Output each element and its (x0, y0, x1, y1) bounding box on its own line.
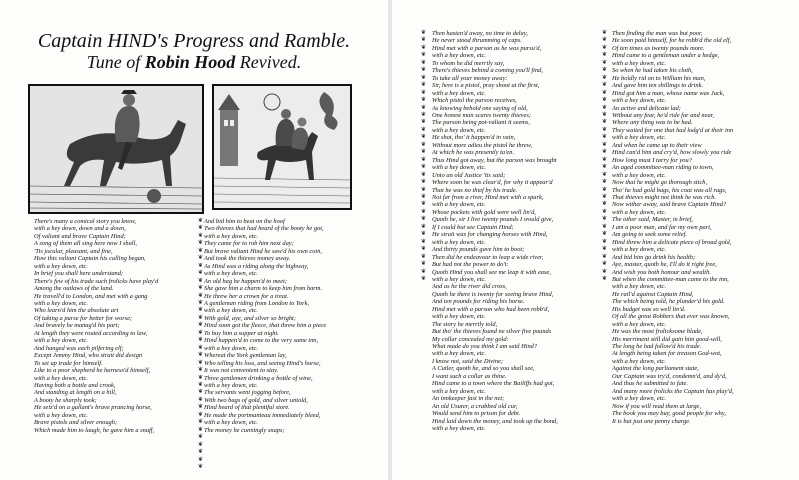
verse-line: Hind met with a parson who had been robb'd, (432, 305, 550, 313)
verse-line: with a hey down, etc. (204, 344, 258, 352)
verse-line: His merriment still did gain him good-will, (612, 335, 722, 343)
verse-line: with a hey down, etc. (432, 89, 486, 97)
verse-line: I want such a collar as thine. (432, 372, 507, 380)
verse-line: There's many a comical story you know, (34, 218, 136, 225)
verse-line: Quoth he there is twenty for seeing brave Hind, (432, 290, 554, 298)
verse-line: They came for to rob him next day; (204, 240, 294, 248)
woodcut-highwayman-image (28, 84, 204, 214)
verse-line: Of all the great Robbers that ever was known, (612, 313, 730, 321)
verse-line: An active and delicate lad; (612, 104, 681, 112)
verse-line: Against the long parliament state, (612, 365, 699, 373)
woodcut-riders-image (212, 84, 352, 210)
verse-line: Having both a bottle and crook, (34, 381, 116, 389)
verse-line: Hind got him a man, whose name was Jack, (612, 89, 725, 97)
verse-line: Then did he endeavour to leap a wide river, (432, 253, 544, 261)
verse-line: Would send him to prison for debt. (432, 410, 521, 418)
verse-line: And gave him ten shillings to drink. (612, 82, 704, 90)
verse-line: An aged committee-man riding to town, (612, 164, 714, 172)
verse-line: To set up trade for himself. (34, 359, 103, 367)
verse-line: There's few of his trade such frolicks have play'd (34, 277, 159, 285)
verse-line: Whose pockets with gold were well lin'd, (432, 208, 536, 216)
verse-line: Then finding the man was but poor, (612, 30, 703, 37)
verse-line: Like to a poor shepherd he harness'd himself, (34, 367, 151, 375)
verse-line: Now that he might go thorough stich, (612, 179, 708, 187)
verse-line: with a hey down, etc. (34, 411, 88, 419)
verse-line: And many more frolicks the Captain has play'd, (612, 387, 734, 395)
verse-line: Whereat the York gentleman lay, (204, 352, 287, 360)
verse-line: Quoth he, sir I live twenty pounds I would give, (432, 216, 554, 224)
verse-line: Of taking a purse for better for worse; (34, 314, 133, 322)
verse-line: with a hey down, etc. (612, 357, 666, 365)
verse-line: And standing at length on a hill, (34, 389, 117, 397)
verse-line: And took the thieves money away. (204, 255, 291, 263)
verse-line: Unto an old Justice 'tis said; (432, 171, 506, 179)
verse-line: Hind came to a gentleman under a hedge, (612, 52, 720, 60)
verse-line: Hind soon got the fleece, that threw him a piece (204, 322, 327, 330)
verse-line: If I could but see Captain Hind; (432, 223, 514, 231)
verse-line: Not far from a river, Hind met with a spark, (432, 193, 544, 201)
verse-line: with a hey down, down and a down, (34, 225, 126, 233)
verse-line: with a hey down, etc. (432, 313, 486, 321)
verse-line: with a hey down, etc. (432, 164, 486, 172)
verse-line: And as he the river did cross, (432, 283, 507, 291)
verse-line: Am going to seek some relief. (612, 231, 688, 239)
verse-line: It was not convenient to stay. (204, 367, 279, 375)
verse-line: His budget was so well lin'd. (612, 305, 686, 313)
verse-line: A gentleman riding from London to York, (204, 299, 310, 307)
verse-line: with a hey down, etc. (612, 134, 666, 142)
verse-line: Hind threw him a delicate piece of broad gold, (612, 238, 732, 246)
verse-line: A Cutler, quoth he, and so you shall see, (432, 365, 535, 373)
verse-line: with a hey down, etc. (432, 425, 486, 433)
verse-line: To whom he did merrily say, (432, 59, 505, 67)
verse-line: Where soon he was clear'd, for why it appear'd (432, 179, 553, 187)
verse-line: 'Tis jocular, pleasant, and fine, (34, 247, 113, 255)
verse-line: He travell'd to London, and met with a gang (34, 292, 148, 300)
verse-line: He rail'd against Captain Hind, (612, 290, 694, 298)
verse-line: How long must I tarry for you? (612, 156, 692, 164)
verse-line: with a hey down, etc. (432, 201, 486, 209)
verse-line: In brief you shall here understand; (34, 270, 124, 278)
verse-line: The long he had follow'd his trade. (612, 343, 702, 351)
verse-line: He made the portmanteau immediately bleed, (204, 411, 321, 419)
verse-line: At length they were routed according to law, (34, 329, 148, 337)
verse-line: The servants went jogging before, (204, 389, 291, 397)
verse-line: An old hag he happen'd to meet; (204, 277, 288, 285)
verse-line: He soon paid himself, for he robb'd the old elf, (612, 37, 732, 45)
verse-line: How this valiant Captain his calling began, (34, 255, 146, 263)
verse-line: with a hey down, etc. (204, 232, 258, 240)
verse-line: Hind heard of that plentiful store. (204, 404, 290, 412)
left-page (0, 0, 388, 480)
verse-line: Where any thing was to be had. (612, 119, 693, 127)
verse-line: And when he came up to their view (612, 141, 702, 149)
verse-line: I know not, said the Divine; (432, 357, 503, 365)
verse-line: I am a poor man, and far my own part, (612, 223, 712, 231)
verse-line: To buy him a supper at night. (204, 329, 279, 337)
verse-line: He never stood thrumming of caps. (432, 37, 522, 45)
verse-line: But tho' the thieves found ne silver five pounds (432, 328, 552, 336)
verse-line: But brave valiant Hind he saw'd his own coin, (204, 247, 322, 255)
verse-line: with a hey down, etc. (204, 307, 258, 315)
verse-line: Without more adieu the pistol he threw, (432, 141, 533, 149)
verse-line: But when the committee-man came to the inn, (612, 275, 729, 283)
verse-line: Then hasten'd away, no time to delay, (432, 30, 528, 37)
tune-prefix: Tune of (86, 52, 145, 72)
verse-line: Two thieves that had heard of the booty he got, (204, 225, 324, 233)
verse-line: with a hey down, etc. (612, 171, 666, 179)
verse-line: Which made him to laugh, he gave him a snuff, (34, 426, 155, 434)
tune-line (0, 52, 388, 73)
verse-line: Our Captain was try'd, condemn'd, and dy'd, (612, 372, 727, 380)
verse-line: She gave him a charm to keep him from harm. (204, 285, 322, 293)
verse-line: A song of them all sing here now I shall, (34, 240, 137, 248)
verse-line: At which he was presently ta'en. (432, 149, 515, 157)
verse-line: Hind came to a town where the Bailiffs had got, (432, 380, 555, 388)
verse-line: Now if you will read them at large, (612, 402, 701, 410)
verse-line: And wish you both honour and wealth. (612, 268, 711, 276)
tune-name: Robin Hood (144, 52, 236, 72)
verse-line: He shot, tho' it happen'd in vain, (432, 134, 516, 142)
verse-line: And bravely he manag'd his part; (34, 322, 120, 330)
verse-line: An innkeeper fast in the net; (432, 395, 505, 403)
verse-line: As Hind was a riding along the highway, (204, 262, 309, 270)
verse-line: Aye, master, quoth he, I'll do it right free, (612, 261, 717, 269)
verse-line: An old Usurer, a crabbed old cur, (432, 402, 518, 410)
verse-line: A booty he sharply took; (34, 396, 97, 404)
verse-line: With gold, aye, and silver so bright; (204, 314, 296, 322)
verse-line: with a hey down, etc. (34, 262, 88, 270)
verse-line: with a hey down, etc. (432, 387, 486, 395)
verse-line: with a hey down, etc. (34, 337, 88, 345)
verse-line: He seiz'd on a gallant's brave prancing horse, (34, 404, 152, 412)
verse-line: At length being taken for treason God-wot, (612, 350, 722, 358)
tune-suffix: Revived. (235, 52, 302, 72)
verse-line: But had not the power to do't: (432, 261, 509, 269)
verse-line: Sir, here is a pistol, pray shoot at the first, (432, 82, 540, 90)
verse-line: with a hey down, etc. (432, 350, 486, 358)
verse-line: The which being told, he plunder'd his gold. (612, 298, 725, 306)
verse-line: The other said, Master, in brief, (612, 216, 693, 224)
verse-line: Hind happen'd to come to the very same inn, (204, 337, 319, 345)
verse-line: Of valiant and brave Captain Hind; (34, 232, 126, 240)
verse-line: The story he merrily told, (432, 320, 498, 328)
verse-line: And thirty pounds gave him to boot; (432, 246, 525, 254)
ballad-column-1 (34, 218, 196, 434)
verse-line: Quoth Hind you shall see me leap it with ease, (432, 268, 551, 276)
verse-line: with a hey down, etc. (612, 246, 666, 254)
verse-line: And ten pounds for riding his horse. (432, 298, 525, 306)
verse-line: And bid him to beat on the hoof (204, 218, 285, 225)
verse-line: Brave pistols and silver enough; (34, 419, 118, 427)
verse-line: with a hey down, etc. (612, 283, 666, 291)
verse-line: The money he cunningly snaps; (204, 426, 285, 434)
ballad-column-4 (612, 30, 792, 425)
column-rule-ornament: ❦ ❦ ❦ ❦ ❦ ❦ ❦ ❦ ❦ ❦ ❦ ❦ ❦ ❦ ❦ ❦ ❦ ❦ ❦ ❦ ❦ ❦ ❦ ❦ ❦ ❦ ❦ ❦ ❦ ❦ ❦ ❦ ❦ ❦ (420, 30, 427, 282)
column-rule-ornament: ❦ ❦ ❦ ❦ ❦ ❦ ❦ ❦ ❦ ❦ ❦ ❦ ❦ ❦ ❦ ❦ ❦ ❦ ❦ ❦ ❦ ❦ ❦ ❦ ❦ ❦ ❦ ❦ ❦ ❦ ❦ ❦ ❦ ❦ (601, 30, 608, 282)
verse-line: Hind laid down the money, and took up the bond, (432, 417, 558, 425)
verse-line: He threw her a crown for a treat. (204, 292, 289, 300)
verse-line: with a hey down, etc. (204, 419, 258, 427)
verse-line: The parson being pot-valiant it seems, (432, 119, 530, 127)
verse-line: They waited for one that had lodg'd at their inn (612, 126, 734, 134)
verse-line: with a hey down, etc. (204, 381, 258, 389)
verse-line: To take all your money away: (432, 74, 508, 82)
right-page (392, 0, 799, 480)
verse-line: with a hey down, etc. (612, 97, 666, 105)
column-rule-ornament: ❦ ❦ ❦ ❦ ❦ ❦ ❦ ❦ ❦ ❦ ❦ ❦ ❦ ❦ ❦ ❦ ❦ ❦ ❦ ❦ ❦ ❦ ❦ ❦ ❦ ❦ ❦ ❦ ❦ ❦ ❦ ❦ ❦ ❦ (197, 218, 204, 470)
verse-line: And thus he submitted to fate. (612, 380, 688, 388)
verse-line: He was the most frolicksome blade, (612, 328, 703, 336)
verse-line: As knowing behold one saying of old, (432, 104, 528, 112)
verse-line: with a hey down, etc. (432, 126, 486, 134)
verse-line: Who telling his loss, and seeing Hind's horse, (204, 359, 321, 367)
ballad-column-2 (204, 218, 380, 434)
verse-line: with a hey down, etc. (34, 299, 88, 307)
verse-line: That thieves might not think he was rich. (612, 193, 717, 201)
verse-line: with a hey down, etc. (432, 238, 486, 246)
verse-line: with a hey down, etc. (612, 208, 666, 216)
verse-line: with a hey down, etc. (612, 320, 666, 328)
verse-line: My collar concealed my gold: (432, 335, 509, 343)
verse-line: It is but just one penny charge. (612, 417, 691, 425)
verse-line: Of ten times as twenty pounds more. (612, 44, 705, 52)
verse-line: with a hey down, etc. (204, 270, 258, 278)
verse-line: Tho' he had gold bags, his coat was all rags, (612, 186, 727, 194)
verse-line: The book you may buy, good people for why, (612, 410, 726, 418)
verse-line: with a hey down, etc. (432, 52, 486, 60)
verse-line: Who learn'd him the absolute art (34, 307, 119, 315)
ballad-column-3 (432, 30, 606, 432)
verse-line: Among the outlaws of the land. (34, 285, 114, 293)
verse-line: What made do you think I am said Hind? (432, 343, 538, 351)
verse-line: Three gentlemen drinking a bottle of wine, (204, 374, 313, 382)
verse-line: with a hey down, etc. (612, 59, 666, 67)
verse-line: Hind met with a parson as he was pursu'd, (432, 44, 542, 52)
verse-line: He strait was for changing horses with Hind, (432, 231, 548, 239)
verse-line: with a hey down, etc. (34, 374, 88, 382)
verse-line: Without any fear, he'd ride far and near, (612, 111, 715, 119)
ballad-title: Captain HIND's Progress and Ramble. (37, 30, 351, 52)
verse-line: With two bags of gold, and silver untold, (204, 396, 308, 404)
verse-line: That he was no thief by his trade. (432, 186, 518, 194)
verse-line: with a hey down, etc. (612, 395, 666, 403)
verse-line: One honest man scares twenty thieves; (432, 111, 531, 119)
verse-line: And hanged was each pilfering elf; (34, 344, 124, 352)
verse-line: There's thieves behind a coming you'll find, (432, 67, 543, 75)
verse-line: Hind can'd him and cry'd, how slowly you ride (612, 149, 732, 157)
verse-line: And bid him go drink his health; (612, 253, 696, 261)
verse-line: Thus Hind got away, but the parson was brought (432, 156, 557, 164)
verse-line: He boldly rid on to William his man, (612, 74, 706, 82)
verse-line: Now wither away, said brave Captain Hind? (612, 201, 727, 209)
verse-line: Except Jemmy Hind, who strait did design (34, 352, 143, 360)
verse-line: So when he had taken his cloth, (612, 67, 693, 75)
verse-line: with a hey down, etc. (432, 275, 486, 283)
verse-line: Which pistol the parson receives, (432, 97, 517, 105)
